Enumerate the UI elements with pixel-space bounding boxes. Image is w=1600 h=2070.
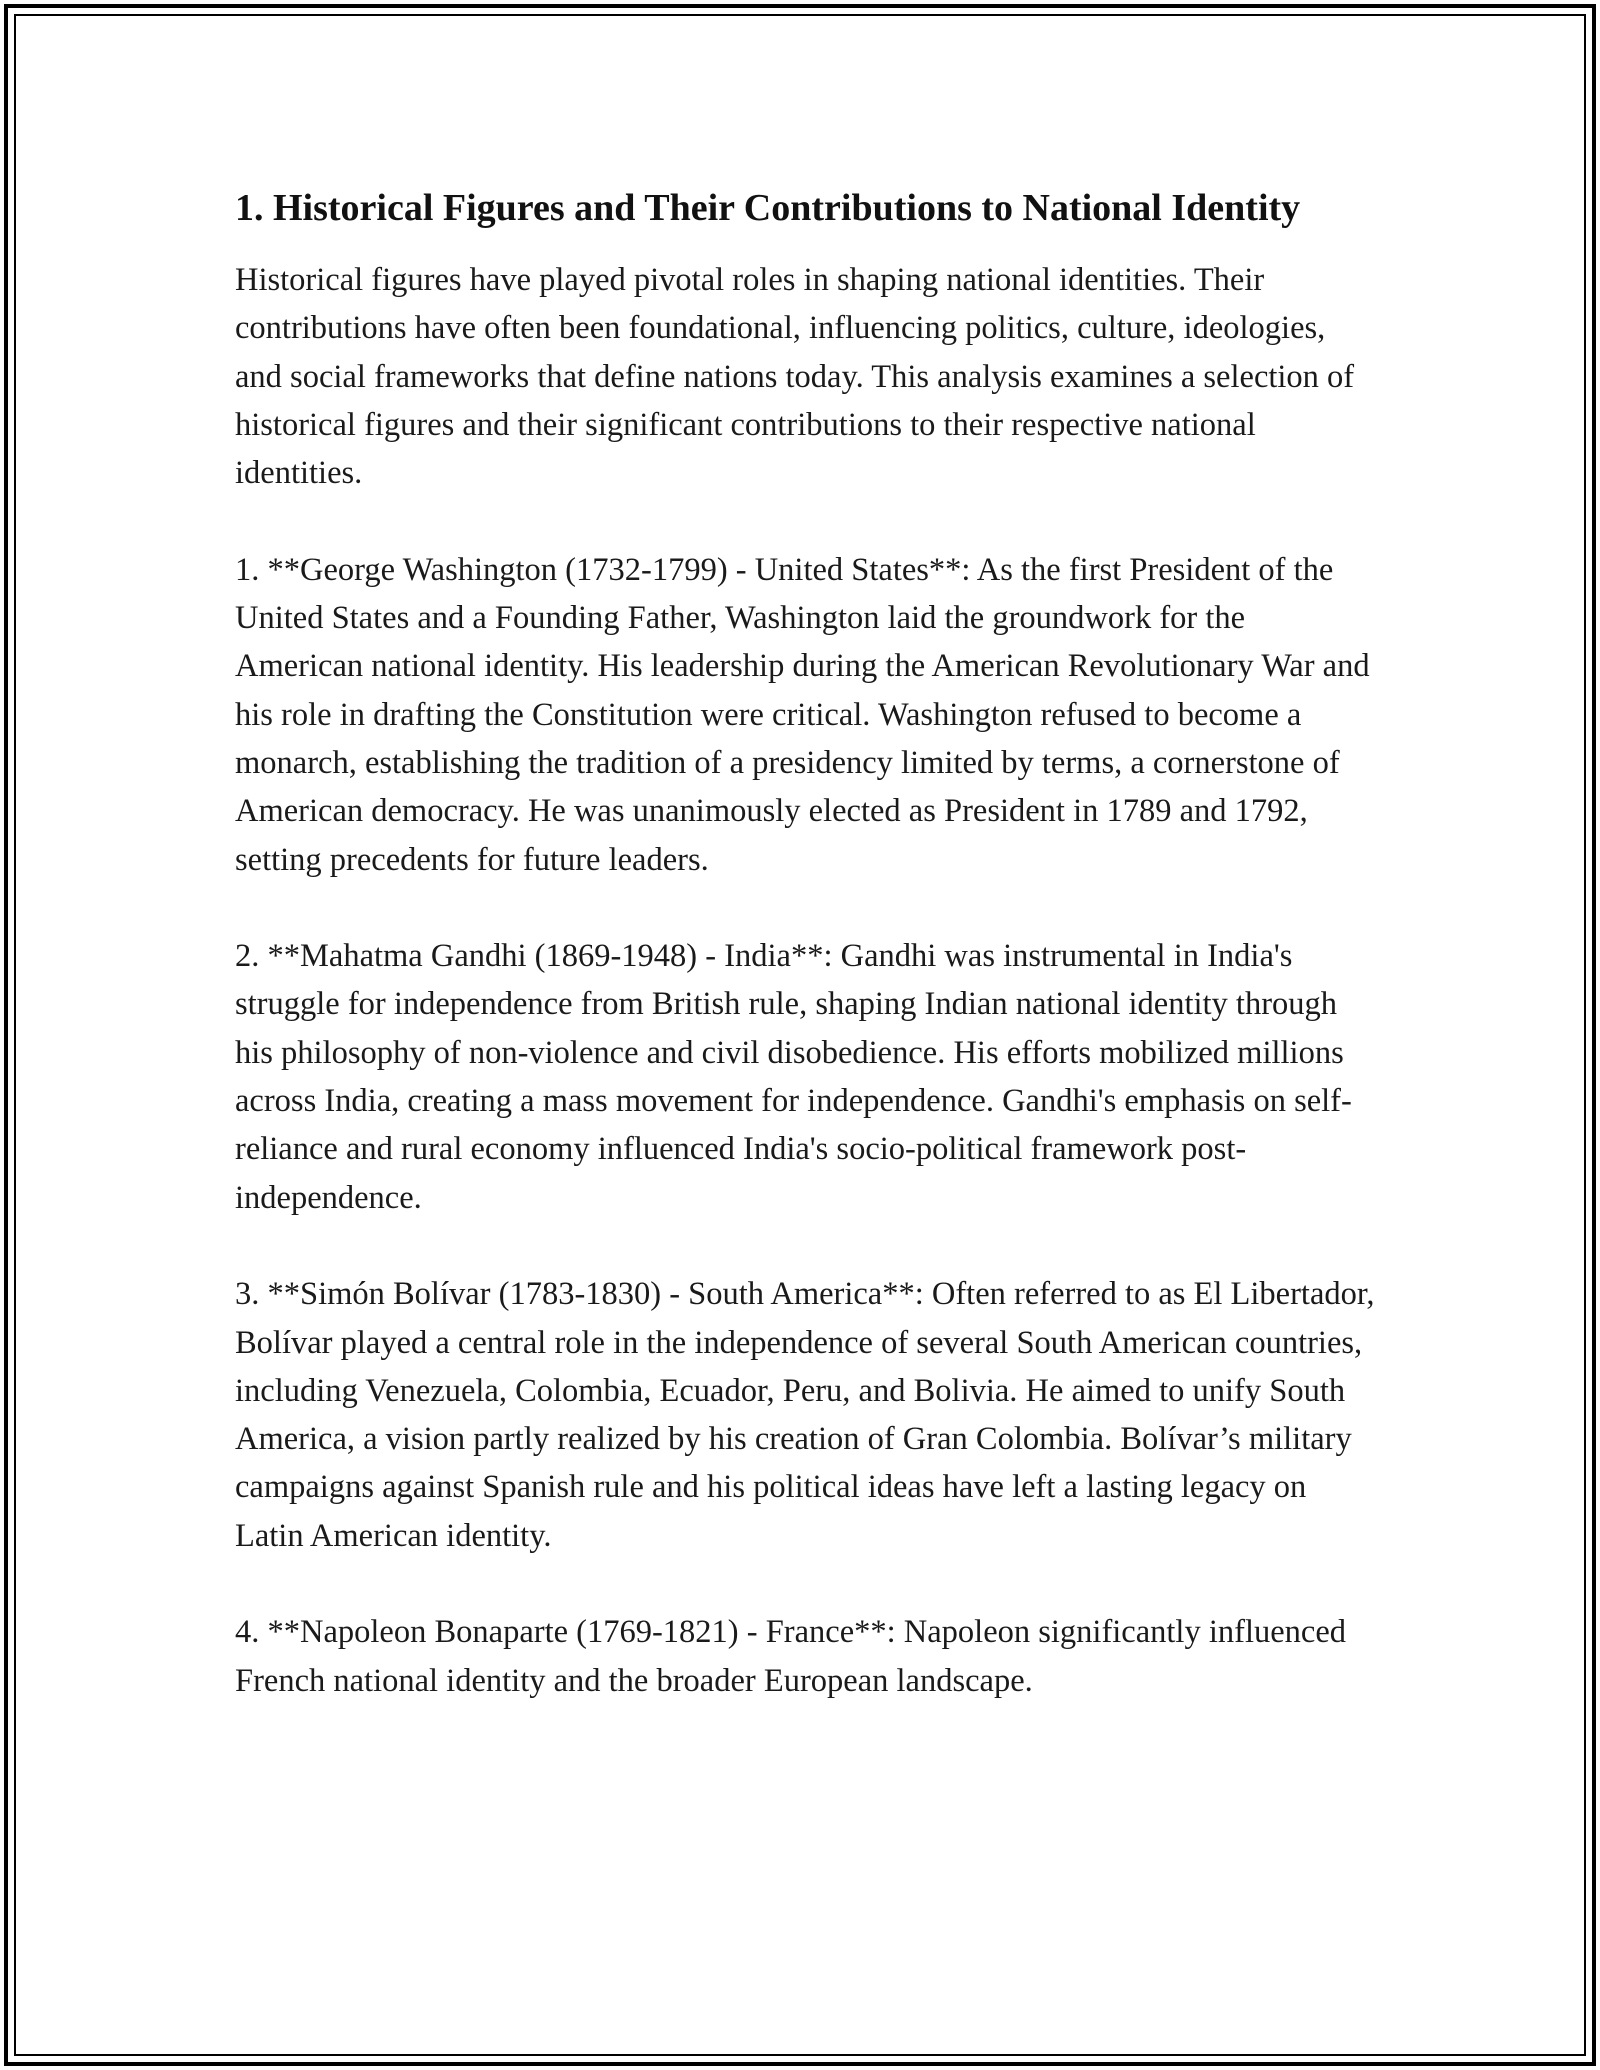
napoleon-paragraph: 4. **Napoleon Bonaparte (1769-1821) - France**: Napoleon significantly influenced French national identity and the broader European landscape. (235, 1614, 1346, 1699)
gandhi-paragraph: 2. **Mahatma Gandhi (1869-1948) - India**: Gandhi was instrumental in India's struggle for independence from British rule, shaping Indian national identity through his philosophy of non-violence and civil disobedience. His efforts mobilized millions across India, creating a mass movement for independence. Gandhi's emphasis on self-reliance and rural economy influenced India's socio-political framework post-independence. (235, 938, 1352, 1216)
intro-paragraph: Historical figures have played pivotal roles in shaping national identities. Their contributions have often been foundational, influencing politics, culture, ideologies, and social frameworks that define nations today. This analysis examines a selection of historical figures and their significant contributions to their respective national identities. (235, 262, 1355, 492)
document-body (235, 180, 1375, 1753)
bolivar-paragraph: 3. **Simón Bolívar (1783-1830) - South America**: Often referred to as El Libertador, Bolívar played a central role in the independence of several South American countries, including Venezuela, Colombia, Ecuador, Peru, and Bolivia. He aimed to unify South America, a vision partly realized by his creation of Gran Colombia. Bolívar’s military campaigns against Spanish rule and his political ideas have left a lasting legacy on Latin American identity. (235, 1276, 1375, 1554)
washington-paragraph: 1. **George Washington (1732-1799) - United States**: As the first President of the United States and a Founding Father, Washington laid the groundwork for the American national identity. His leadership during the American Revolutionary War and his role in drafting the Constitution were critical. Washington refused to become a monarch, establishing the tradition of a presidency limited by terms, a cornerstone of American democracy. He was unanimously elected as President in 1789 and 1792, setting precedents for future leaders. (235, 551, 1370, 878)
section-heading: 1. Historical Figures and Their Contributions to National Identity (235, 187, 1301, 229)
